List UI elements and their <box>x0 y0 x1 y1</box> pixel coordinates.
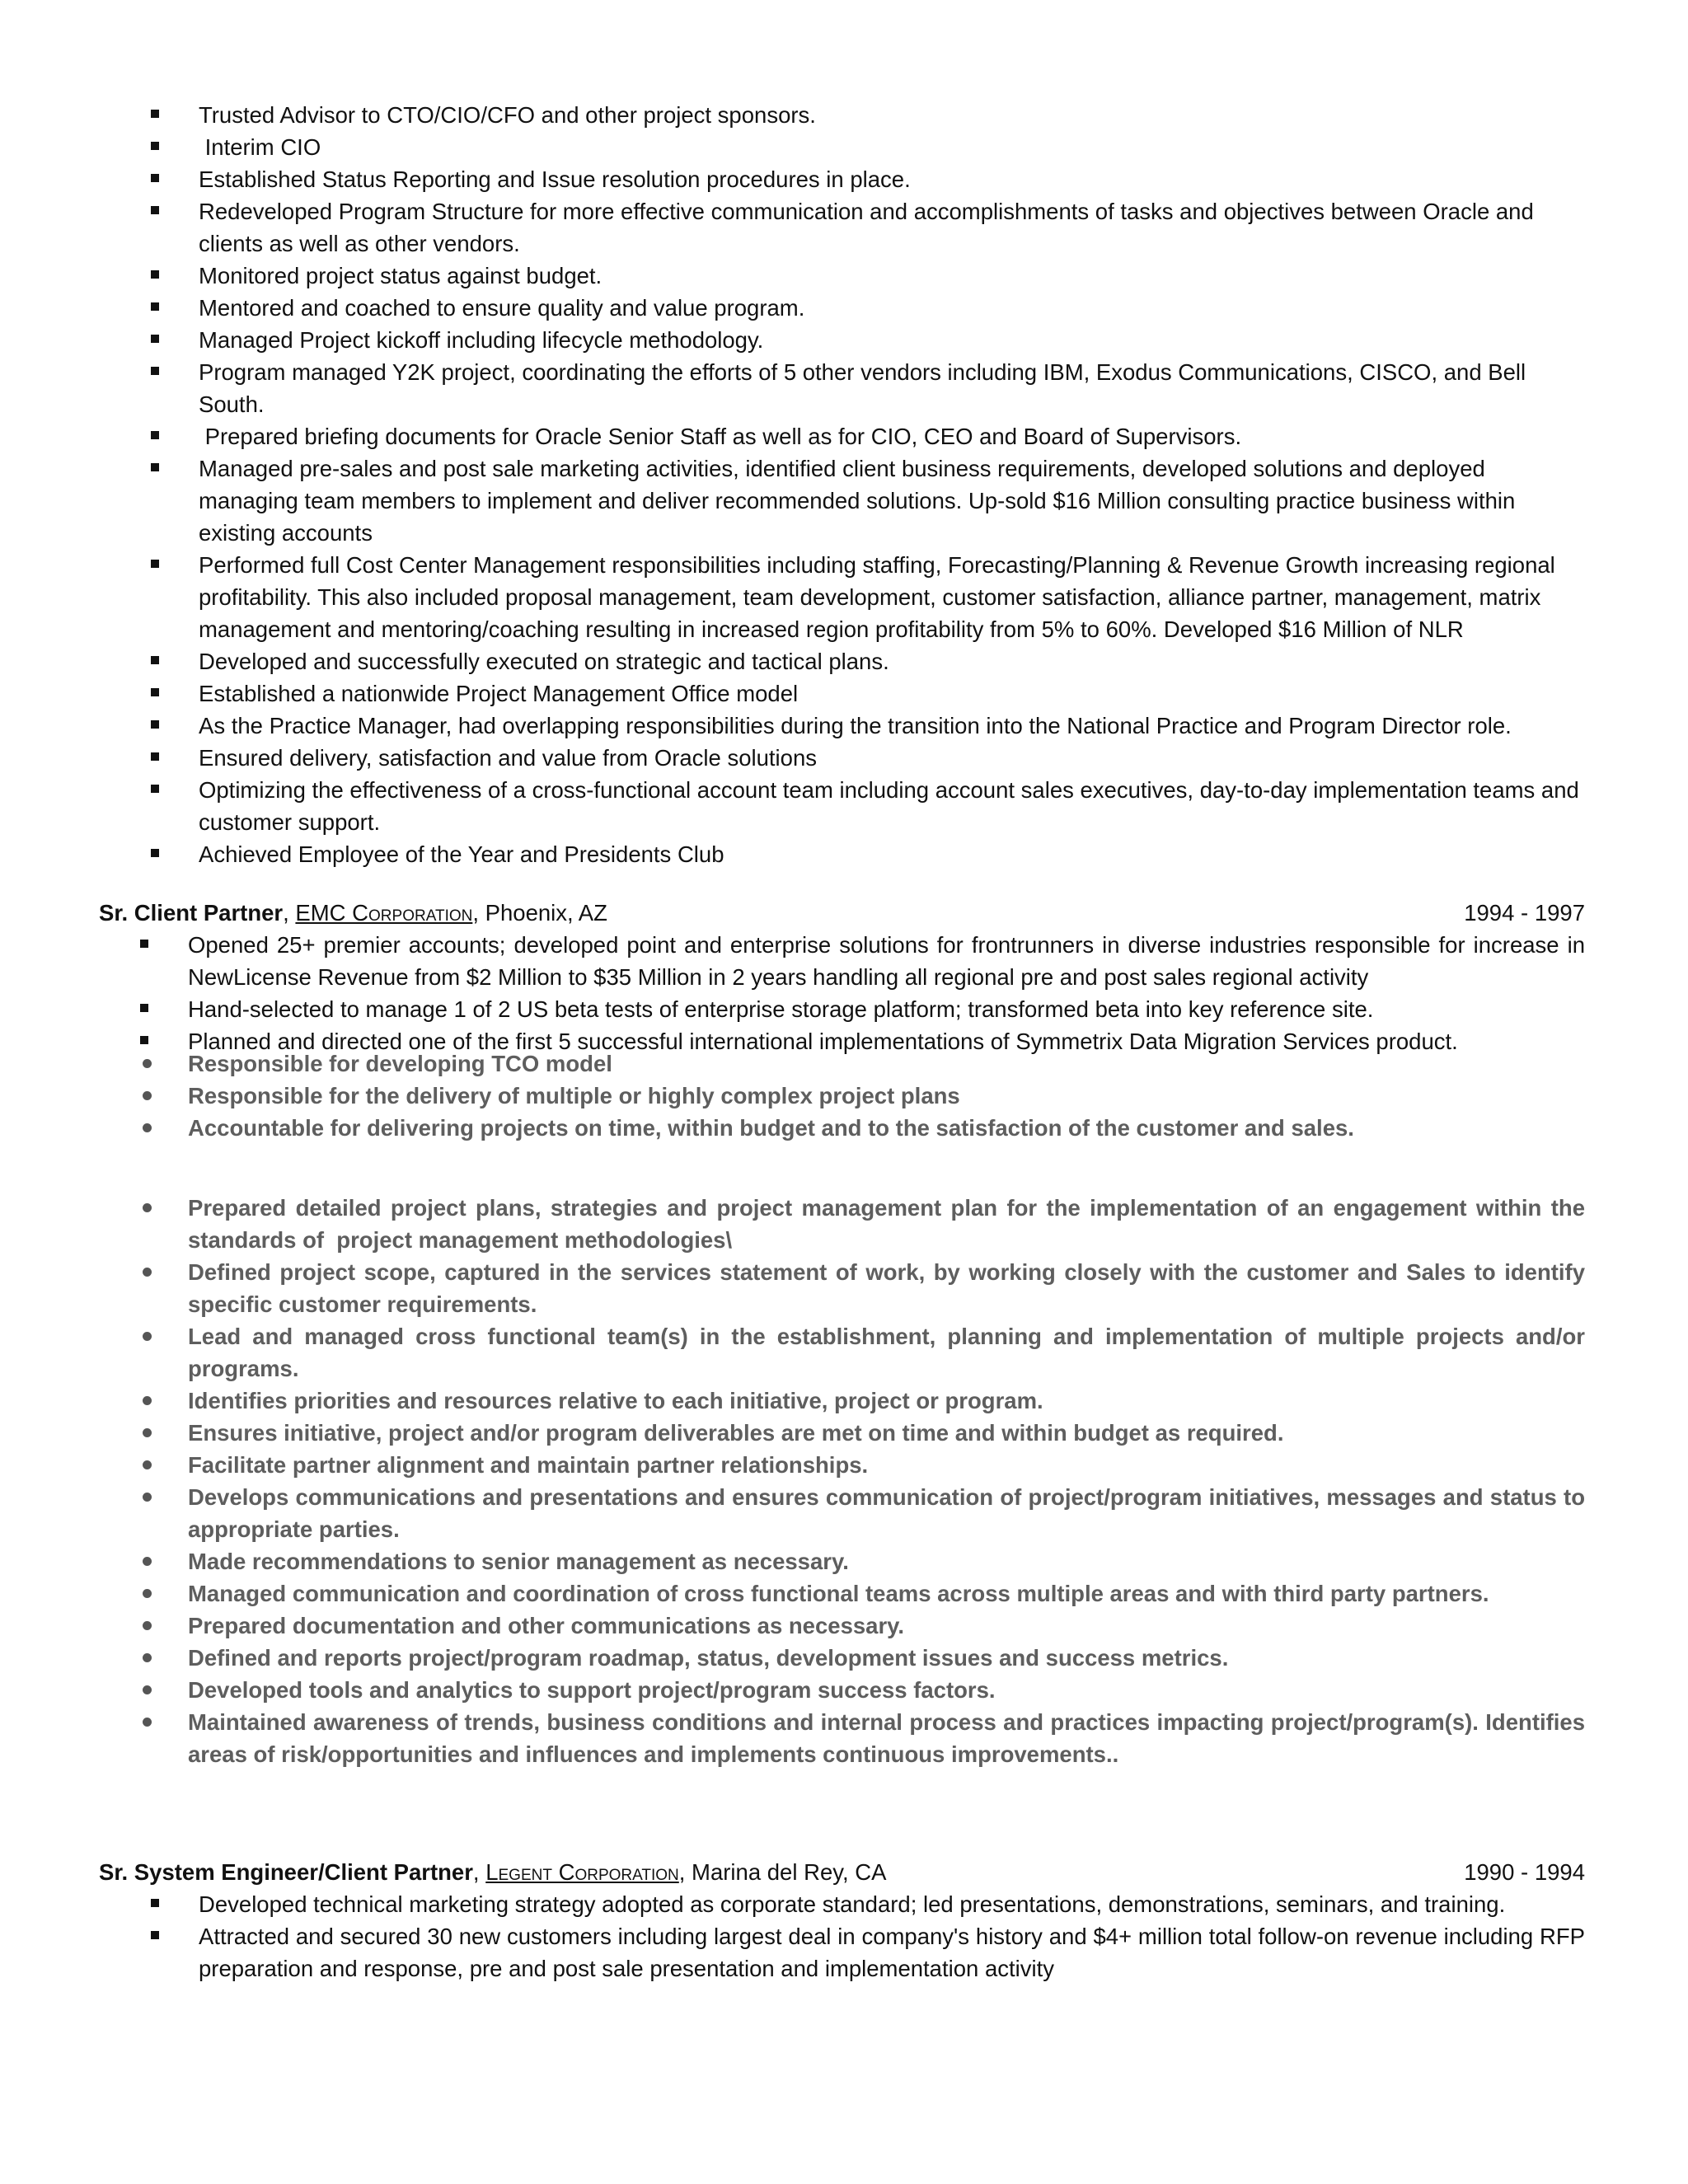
square-bullet-icon <box>151 463 159 471</box>
list-item: Managed pre-sales and post sale marketing activities, identified client business requirements, developed solutions and deployed managing team members to implement and deliver recommended solutions. Up-sold $16 Million consulting practice business within existing accounts <box>151 452 1585 549</box>
round-bullet-icon <box>143 1653 152 1662</box>
square-bullet-icon <box>140 1004 148 1012</box>
job-title: Sr. System Engineer/Client Partner <box>99 1859 473 1885</box>
list-item: Developed technical marketing strategy adopted as corporate standard; led presentations, demonstrations, seminars, and training. <box>151 1888 1585 1920</box>
round-bullet-icon <box>143 1589 152 1598</box>
round-bullet-icon <box>143 1332 152 1341</box>
company-name: EMC Corporation <box>295 900 473 926</box>
square-bullet-icon <box>151 752 159 761</box>
list-item: Identifies priorities and resources relative to each initiative, project or program. <box>140 1385 1585 1417</box>
list-item: Mentored and coached to ensure quality and value program. <box>151 292 1585 324</box>
list-item: Responsible for developing TCO model <box>140 1047 1585 1080</box>
list-item: Performed full Cost Center Management responsibilities including staffing, Forecasting/Planning & Revenue Growth increasing regional profitability. This also included proposal management, team development, customer satisfaction, alliance partner, management, matrix management and mentoring/coaching resulting in increased region profitability from 5% to 60%. Developed $16 Million of NLR <box>151 549 1585 645</box>
job-dates: 1990 - 1994 <box>1464 1859 1585 1885</box>
round-bullet-icon <box>143 1203 152 1212</box>
list-item: Responsible for the delivery of multiple or highly complex project plans <box>140 1080 1585 1112</box>
square-bullet-icon <box>151 142 159 150</box>
list-item: Opened 25+ premier accounts; developed point and enterprise solutions for frontrunners in diverse industries responsible for increase in NewLicense Revenue from $2 Million to $35 Million in 2 years handling all regional pre and post sales regional activity <box>140 929 1585 993</box>
round-bullet-icon <box>143 1685 152 1694</box>
list-item: Ensured delivery, satisfaction and value from Oracle solutions <box>151 742 1585 774</box>
square-bullet-icon <box>151 1899 159 1907</box>
round-bullet-icon <box>143 1059 152 1068</box>
square-bullet-icon <box>151 174 159 182</box>
list-item: Managed communication and coordination of cross functional teams across multiple areas and with third party partners. <box>140 1577 1585 1610</box>
list-item: Accountable for delivering projects on time, within budget and to the satisfaction of the customer and sales. <box>140 1112 1585 1144</box>
square-bullet-icon <box>151 1931 159 1939</box>
list-item: Prepared briefing documents for Oracle Senior Staff as well as for CIO, CEO and Board of Supervisors. <box>151 420 1585 452</box>
square-bullet-icon <box>151 367 159 375</box>
list-item: Established Status Reporting and Issue resolution procedures in place. <box>151 163 1585 195</box>
round-bullet-icon <box>143 1493 152 1502</box>
round-bullet-icon <box>143 1460 152 1469</box>
list-item: Develops communications and presentations and ensures communication of project/program initiatives, messages and status to appropriate parties. <box>140 1481 1585 1545</box>
list-item: Monitored project status against budget. <box>151 260 1585 292</box>
list-item: Developed and successfully executed on strategic and tactical plans. <box>151 645 1585 677</box>
legent-job-heading: Sr. System Engineer/Client Partner, Legent Corporation, Marina del Rey, CA 1990 - 1994 <box>99 1856 1585 1888</box>
square-bullet-icon <box>151 431 159 439</box>
square-bullet-icon <box>151 560 159 568</box>
round-bullet-icon <box>143 1718 152 1727</box>
oracle-bullet-list <box>151 99 1585 870</box>
list-item: Redeveloped Program Structure for more effective communication and accomplishments of tasks and objectives between Oracle and clients as well as other vendors. <box>151 195 1585 260</box>
list-item: Trusted Advisor to CTO/CIO/CFO and other project sponsors. <box>151 99 1585 131</box>
square-bullet-icon <box>151 785 159 793</box>
square-bullet-icon <box>151 110 159 118</box>
round-bullet-icon <box>143 1123 152 1132</box>
job-location: , Phoenix, AZ <box>472 900 607 926</box>
list-item: Planned and directed one of the first 5 successful international implementations of Symmetrix Data Migration Services product. <box>140 1025 1585 1057</box>
round-bullet-icon <box>143 1396 152 1405</box>
list-item: Program managed Y2K project, coordinating the efforts of 5 other vendors including IBM, Exodus Communications, CISCO, and Bell South. <box>151 356 1585 420</box>
job-dates: 1994 - 1997 <box>1464 900 1585 926</box>
round-bullet-icon <box>143 1091 152 1100</box>
list-item: Prepared detailed project plans, strategies and project management plan for the implementation of an engagement within the standards of project management methodologies\ <box>140 1192 1585 1256</box>
legent-achievement-list <box>151 1888 1585 1985</box>
emc-responsibility-list <box>140 1047 1585 1144</box>
list-item: Defined and reports project/program roadmap, status, development issues and success metrics. <box>140 1642 1585 1674</box>
square-bullet-icon <box>151 720 159 729</box>
company-name: Legent Corporation <box>485 1859 679 1885</box>
list-item: Interim CIO <box>151 131 1585 163</box>
emc-project-duties-list <box>140 1192 1592 1770</box>
square-bullet-icon <box>151 849 159 857</box>
round-bullet-icon <box>143 1557 152 1566</box>
list-item: Made recommendations to senior management as necessary. <box>140 1545 1585 1577</box>
list-item: Facilitate partner alignment and maintain partner relationships. <box>140 1449 1585 1481</box>
list-item: Optimizing the effectiveness of a cross-functional account team including account sales executives, day-to-day implementation teams and customer support. <box>151 774 1585 838</box>
square-bullet-icon <box>151 335 159 343</box>
round-bullet-icon <box>143 1621 152 1630</box>
square-bullet-icon <box>140 940 148 948</box>
square-bullet-icon <box>151 206 159 214</box>
list-item: Attracted and secured 30 new customers including largest deal in company's history and $4+ million total follow-on revenue including RFP preparation and response, pre and post sale presentation and implementation activity <box>151 1920 1585 1985</box>
list-item: Established a nationwide Project Management Office model <box>151 677 1585 710</box>
square-bullet-icon <box>140 1036 148 1044</box>
square-bullet-icon <box>151 302 159 311</box>
job-location: , Marina del Rey, CA <box>678 1859 887 1885</box>
list-item: Lead and managed cross functional team(s) in the establishment, planning and implementation of multiple projects and/or programs. <box>140 1320 1585 1385</box>
list-item: Maintained awareness of trends, business conditions and internal process and practices impacting project/program(s). Identifies areas of risk/opportunities and influences and implements continuous improvements.. <box>140 1706 1585 1770</box>
list-item: Defined project scope, captured in the services statement of work, by working closely with the customer and Sales to identify specific customer requirements. <box>140 1256 1585 1320</box>
round-bullet-icon <box>143 1428 152 1437</box>
list-item: Prepared documentation and other communications as necessary. <box>140 1610 1585 1642</box>
emc-achievement-list <box>140 929 1585 1057</box>
list-item: Hand-selected to manage 1 of 2 US beta tests of enterprise storage platform; transformed beta into key reference site. <box>140 993 1585 1025</box>
round-bullet-icon <box>143 1268 152 1277</box>
list-item: Achieved Employee of the Year and Presidents Club <box>151 838 1585 870</box>
list-item: As the Practice Manager, had overlapping responsibilities during the transition into the National Practice and Program Director role. <box>151 710 1585 742</box>
list-item: Ensures initiative, project and/or program deliverables are met on time and within budget as required. <box>140 1417 1585 1449</box>
emc-job-heading: Sr. Client Partner, EMC Corporation, Phoenix, AZ 1994 - 1997 <box>99 897 1585 929</box>
square-bullet-icon <box>151 688 159 696</box>
square-bullet-icon <box>151 656 159 664</box>
list-item: Developed tools and analytics to support project/program success factors. <box>140 1674 1585 1706</box>
list-item: Managed Project kickoff including lifecycle methodology. <box>151 324 1585 356</box>
job-title: Sr. Client Partner <box>99 900 284 926</box>
square-bullet-icon <box>151 270 159 279</box>
